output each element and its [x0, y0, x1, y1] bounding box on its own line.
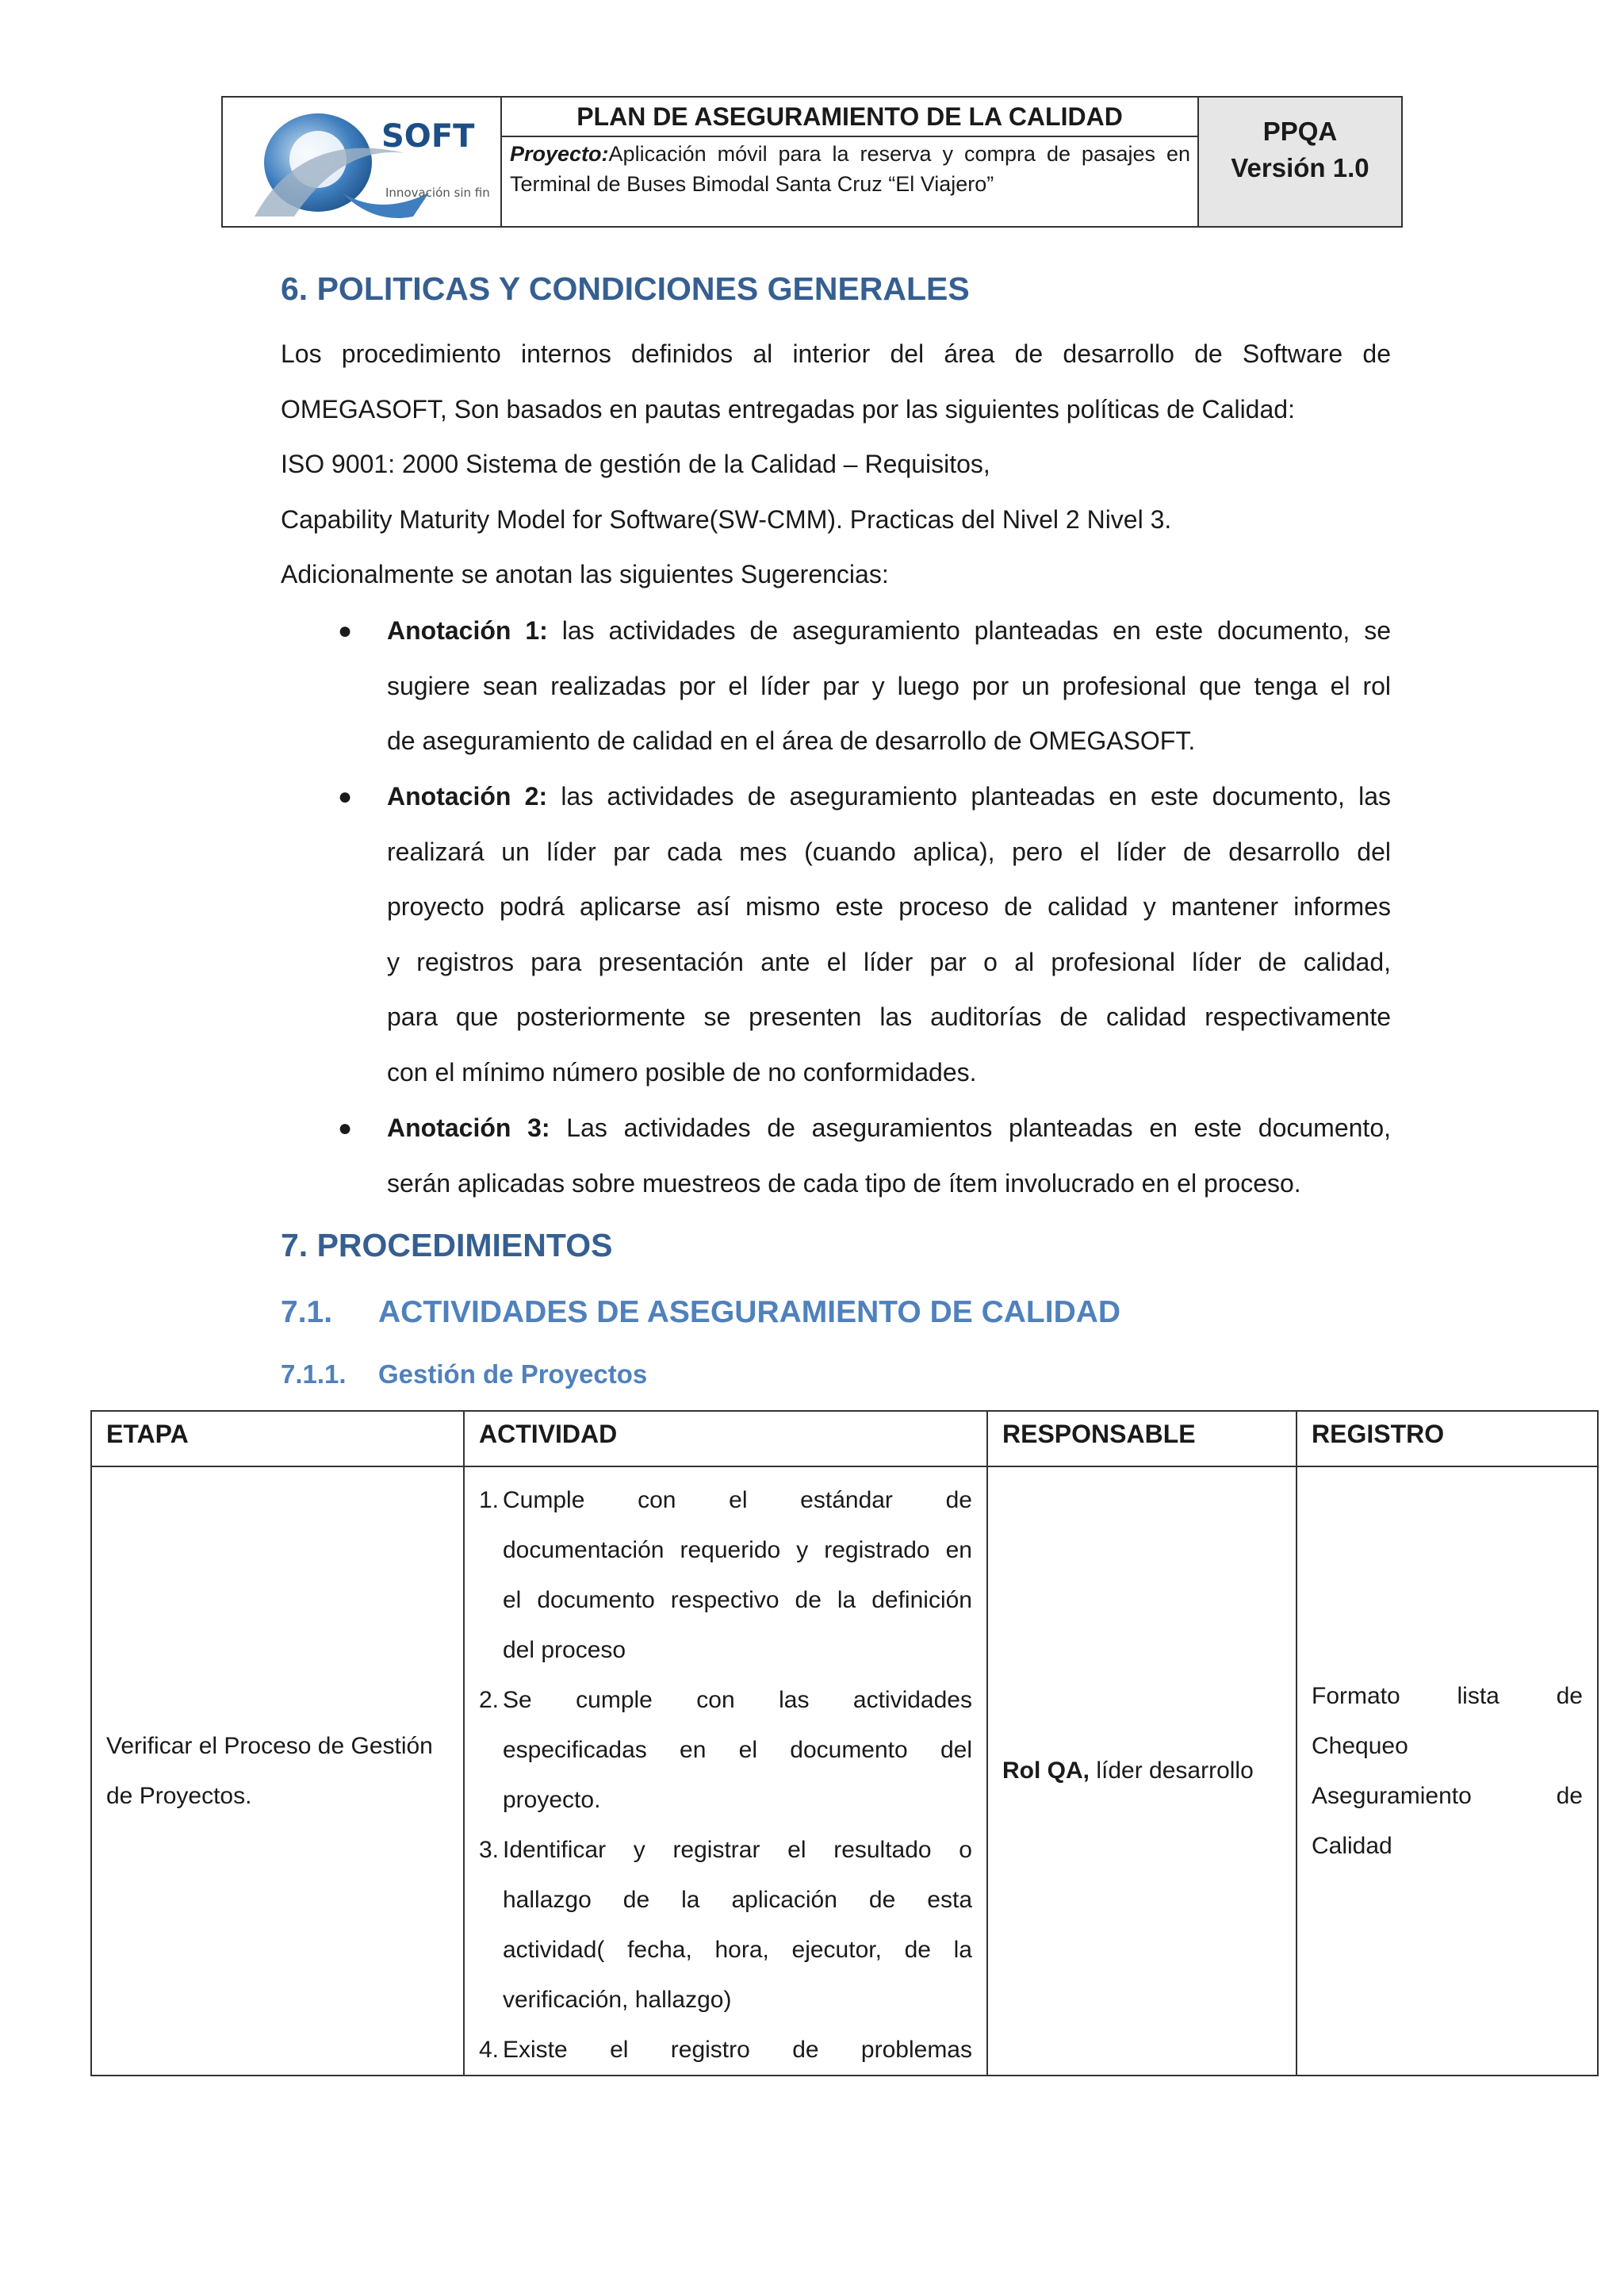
project-description: [510, 139, 1190, 199]
project-line-2: Terminal de Buses Bimodal Santa Cruz “El Viajero”: [510, 172, 994, 196]
logo-tagline: Innovación sin fin: [385, 186, 490, 200]
column-header: REGISTRO: [1297, 1411, 1598, 1466]
column-header: ACTIVIDAD: [464, 1411, 987, 1466]
table-header-row: [91, 1411, 1598, 1466]
project-line-1: Aplicación móvil para la reserva y compra de pasajes en: [608, 142, 1190, 166]
bullet-label: Anotación 1:: [387, 616, 548, 645]
title-cell: [502, 98, 1199, 226]
section-6-heading: 6. POLITICAS Y CONDICIONES GENERALES: [281, 270, 970, 307]
bullet-icon: ●: [338, 784, 353, 810]
company-logo: [223, 98, 502, 226]
paragraph-line: Los procedimiento internos definidos al interior del área de desarrollo de Software de: [281, 339, 1391, 368]
document-header: [221, 96, 1403, 228]
activities-table: [90, 1410, 1599, 2076]
paragraph-line: Capability Maturity Model for Software(SW-CMM). Practicas del Nivel 2 Nivel 3.: [281, 504, 1172, 534]
bullet-annotation-1: Anotación 1: las actividades de aseguramiento planteadas en este documento, se sugiere sean realizadas por el líder par y luego por un profesional que tenga el rol de aseguramiento de calidad en el área de desarrollo de OMEGASOFT.: [387, 616, 1392, 755]
project-label: Proyecto:: [510, 142, 609, 166]
list-item: 4. Existe el registro de problemas: [479, 2037, 972, 2063]
paragraph-line: Adicionalmente se anotan las siguientes Sugerencias:: [281, 560, 889, 588]
paragraph-line: OMEGASOFT, Son basados en pautas entregadas por las siguientes políticas de Calidad:: [281, 394, 1295, 424]
document-version: Versión 1.0: [1231, 153, 1369, 182]
actividad-cell: [464, 1466, 987, 2076]
list-item: 1. Cumple con el estándar de documentación requerido y registrado en el documento respectivo de la definición del proceso: [479, 1487, 972, 1663]
subsection-7-1-number: 7.1.: [281, 1295, 333, 1329]
registro-cell: Formato lista de Chequeo Aseguramiento de Calidad: [1297, 1466, 1598, 2076]
bullet-label: Anotación 3:: [387, 1114, 550, 1142]
version-cell: [1199, 98, 1401, 226]
subsection-7-1-1-title: Gestión de Proyectos: [378, 1359, 648, 1389]
column-header: RESPONSABLE: [987, 1411, 1297, 1466]
document-code: PPQA: [1262, 117, 1338, 146]
table-row: [91, 1466, 1598, 2076]
list-item: 3. Identificar y registrar el resultado o hallazgo de la aplicación de esta actividad( fecha, hora, ejecutor, de la verificación, hallazgo): [479, 1837, 972, 2013]
responsable-role: Rol QA,: [1002, 1757, 1090, 1784]
list-item: 2. Se cumple con las actividades especificadas en el documento del proyecto.: [479, 1687, 972, 1813]
bullet-annotation-2: Anotación 2: las actividades de aseguramiento planteadas en este documento, las realizará un líder par cada mes (cuando aplica), pero el líder de desarrollo del proyecto podrá aplicarse así mismo este proceso de calidad y mantener informes y registros para presentación ante el líder par o al profesional líder de calidad, para que posteriormente se presenten las auditorías de calidad respectivamente con el mínimo número posible de no conformidades.: [387, 782, 1392, 1087]
bullet-icon: ●: [338, 1115, 353, 1141]
logo-text: SOFT: [381, 118, 475, 155]
column-header: ETAPA: [91, 1411, 464, 1466]
section-6-body: [281, 327, 1391, 603]
paragraph-line: ISO 9001: 2000 Sistema de gestión de la Calidad – Requisitos,: [281, 450, 990, 478]
logo-cell: [223, 98, 502, 226]
bullet-icon: ●: [338, 618, 353, 644]
bullet-annotation-3: Anotación 3: Las actividades de aseguramientos planteadas en este documento, serán aplicadas sobre muestreos de cada tipo de ítem involucrado en el proceso.: [387, 1114, 1392, 1198]
bullet-label: Anotación 2:: [387, 782, 548, 811]
section-7-heading: 7. PROCEDIMIENTOS: [281, 1227, 613, 1263]
subsection-7-1-title: ACTIVIDADES DE ASEGURAMIENTO DE CALIDAD: [378, 1295, 1121, 1329]
subsection-7-1-1-number: 7.1.1.: [281, 1359, 347, 1389]
responsable-rest: líder desarrollo: [1090, 1757, 1254, 1784]
etapa-cell: Verificar el Proceso de Gestión de Proyectos.: [91, 1466, 464, 2076]
document-title: PLAN DE ASEGURAMIENTO DE LA CALIDAD: [502, 98, 1197, 137]
responsable-cell: [987, 1466, 1297, 2076]
